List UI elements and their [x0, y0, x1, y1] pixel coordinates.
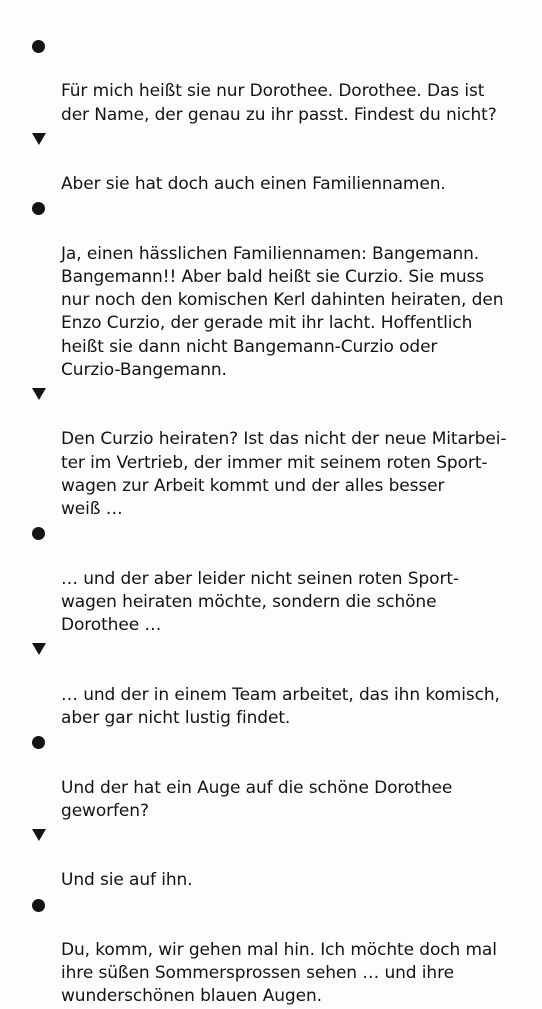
dialogue-line-1: [0, 34, 542, 127]
dialogue-text: … und der aber leider nicht seinen roten Sport- wagen heiraten möchte, sondern die schöne Dorothee …: [61, 568, 459, 636]
dialogue-text: Aber sie hat doch auch einen Familiennamen.: [61, 174, 446, 195]
dialogue-text: Und sie auf ihn.: [61, 870, 193, 891]
dialogue-text: Für mich heißt sie nur Dorothee. Dorothee. Das ist der Name, der genau zu ihr passt. Findest du nicht?: [61, 81, 497, 125]
dialogue-line-7: [0, 730, 542, 823]
dialogue-line-4: [0, 382, 542, 521]
bullet-triangle-icon: [32, 133, 46, 145]
dialogue-list: [0, 34, 542, 1009]
dialogue-line-9: [0, 893, 542, 1009]
bullet-circle-icon: [32, 202, 45, 215]
bullet-triangle-icon: [32, 829, 46, 841]
dialogue-line-6: [0, 637, 542, 730]
bullet-triangle-icon: [32, 643, 46, 655]
dialogue-text: Du, komm, wir gehen mal hin. Ich möchte doch mal ihre süßen Sommersprossen sehen … und ihre wunderschönen blauen Augen.: [61, 939, 497, 1007]
bullet-circle-icon: [32, 40, 45, 53]
dialogue-line-2: [0, 127, 542, 197]
dialogue-text: Ja, einen hässlichen Familiennamen: Bangemann. Bangemann!! Aber bald heißt sie Curzio. Sie muss nur noch den komischen Kerl dahinten heiraten, den Enzo Curzio, der gerade mit ihr lacht. Hoffentlich heißt sie dann nicht Bangemann-Curzio oder Curzio-Bangemann.: [61, 243, 504, 380]
bullet-circle-icon: [32, 736, 45, 749]
bullet-circle-icon: [32, 899, 45, 912]
dialogue-text: Den Curzio heiraten? Ist das nicht der neue Mitarbei- ter im Vertrieb, der immer mit seinem roten Sport- wagen zur Arbeit kommt und der alles besser weiß …: [61, 429, 507, 520]
dialogue-text: Und der hat ein Auge auf die schöne Dorothee geworfen?: [61, 777, 453, 821]
dialogue-text: … und der in einem Team arbeitet, das ihn komisch, aber gar nicht lustig findet.: [61, 684, 500, 728]
bullet-triangle-icon: [32, 388, 46, 400]
dialogue-line-8: [0, 823, 542, 893]
bullet-circle-icon: [32, 527, 45, 540]
dialogue-line-3: [0, 196, 542, 382]
